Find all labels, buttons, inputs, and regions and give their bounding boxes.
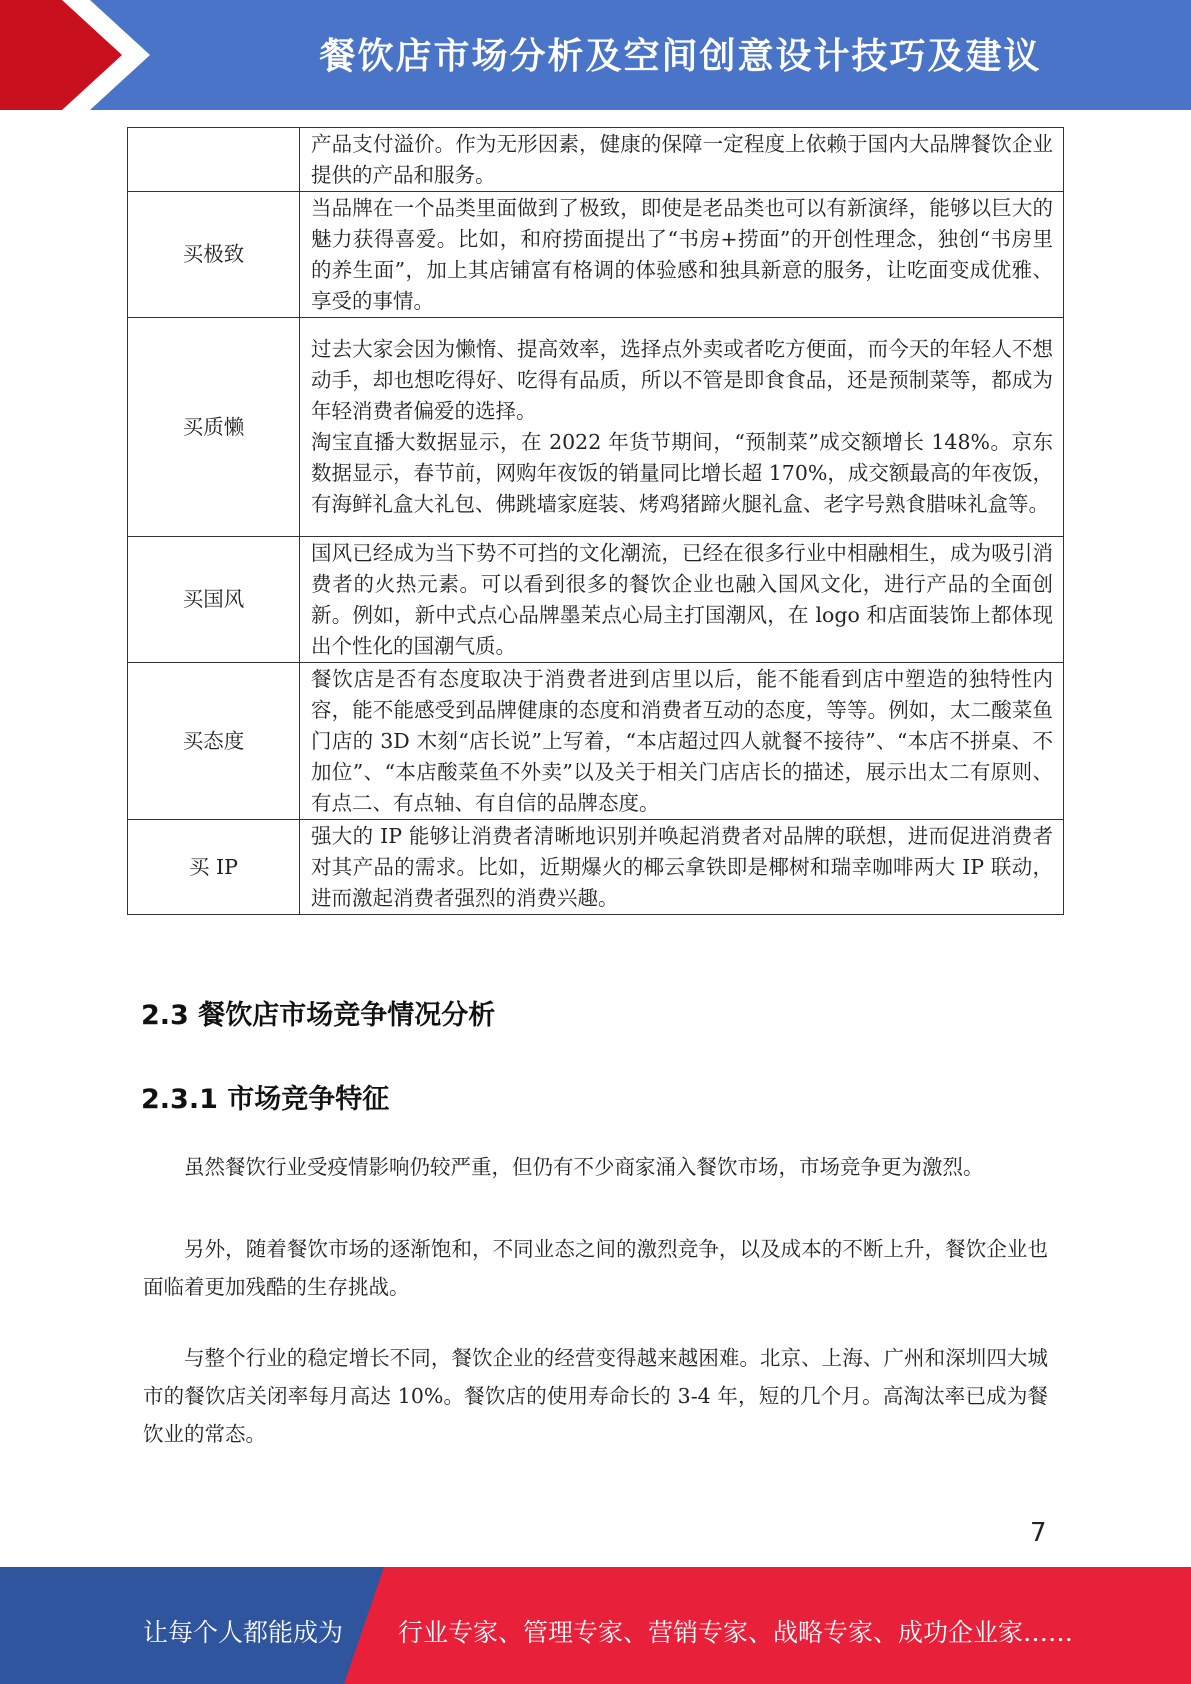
table-row [128, 820, 1064, 915]
row-content-paragraph: 过去大家会因为懒惰、提高效率，选择点外卖或者吃方便面，而今天的年轻人不想动手，却也想吃得好、吃得有品质，所以不管是即食食品，还是预制菜等，都成为年轻消费者偏爱的选择。 [311, 337, 1053, 423]
body-paragraph: 虽然餐饮行业受疫情影响仍较严重，但仍有不少商家涌入餐饮市场，市场竞争更为激烈。 [184, 1155, 984, 1179]
row-content [300, 663, 1064, 820]
row-content-paragraph: 产品支付溢价。作为无形因素，健康的保障一定程度上依赖于国内大品牌餐饮企业提供的产品和服务。 [311, 131, 1053, 187]
header-title: 餐饮店市场分析及空间创意设计技巧及建议 [319, 36, 1042, 77]
row-label: 买 IP [128, 820, 300, 915]
row-label: 买国风 [128, 537, 300, 663]
section-heading: 2.3 餐饮店市场竞争情况分析 [141, 1000, 496, 1031]
row-content-paragraph: 国风已经成为当下势不可挡的文化潮流，已经在很多行业中相融相生，成为吸引消费者的火热元素。可以看到很多的餐饮企业也融入国风文化，进行产品的全面创新。例如，新中式点心品牌墨茉点心局主打国潮风，在 logo 和店面装饰上都体现出个性化的国潮气质。 [311, 540, 1053, 658]
footer-slogan-right: 行业专家、管理专家、营销专家、战略专家、成功企业家…… [398, 1618, 1074, 1647]
footer-slogan-left: 让每个人都能成为 [143, 1618, 344, 1647]
row-label [128, 128, 300, 192]
row-content [300, 128, 1064, 192]
row-content [300, 318, 1064, 537]
row-label: 买态度 [128, 663, 300, 820]
row-content [300, 537, 1064, 663]
page-header [0, 0, 1191, 110]
body-paragraph: 另外，随着餐饮市场的逐渐饱和，不同业态之间的激烈竞争，以及成本的不断上升，餐饮企业也面临着更加残酷的生存挑战。 [143, 1237, 1048, 1299]
page-number: 7 [1030, 1518, 1047, 1548]
table-row [128, 128, 1064, 192]
table-row [128, 663, 1064, 820]
row-content-paragraph: 强大的 IP 能够让消费者清晰地识别并唤起消费者对品牌的联想，进而促进消费者对其产品的需求。比如，近期爆火的椰云拿铁即是椰树和瑞幸咖啡两大 IP 联动，进而激起消费者强烈的消费兴趣。 [311, 823, 1053, 910]
row-content [300, 192, 1064, 318]
row-content-paragraph: 淘宝直播大数据显示，在 2022 年货节期间，“预制菜”成交额增长 148%。京东数据显示，春节前，网购年夜饭的销量同比增长超 170%，成交额最高的年夜饭，有海鲜礼盒大礼包、佛跳墙家庭装、烤鸡猪蹄火腿礼盒、老字号熟食腊味礼盒等。 [311, 430, 1053, 516]
row-label: 买质懒 [128, 318, 300, 537]
row-content-paragraph: 餐饮店是否有态度取决于消费者进到店里以后，能不能看到店中塑造的独特性内容，能不能感受到品牌健康的态度和消费者互动的态度，等等。例如，太二酸菜鱼门店的 3D 木刻“店长说”上写着，“本店超过四人就餐不接待”、“本店不拼桌、不加位”、“本店酸菜鱼不外卖”以及关于相关门店店长的描述，展示出太二有原则、有点二、有点轴、有自信的品牌态度。 [311, 666, 1053, 815]
page-footer [0, 1567, 1191, 1684]
row-content-paragraph: 当品牌在一个品类里面做到了极致，即使是老品类也可以有新演绎，能够以巨大的魅力获得喜爱。比如，和府捞面提出了“书房+捞面”的开创性理念，独创“书房里的养生面”，加上其店铺富有格调的体验感和独具新意的服务，让吃面变成优雅、享受的事情。 [311, 195, 1053, 313]
row-content [300, 820, 1064, 915]
consumer-trend-table [127, 127, 1064, 915]
row-label: 买极致 [128, 192, 300, 318]
body-paragraph: 与整个行业的稳定增长不同，餐饮企业的经营变得越来越困难。北京、上海、广州和深圳四大城市的餐饮店关闭率每月高达 10%。餐饮店的使用寿命长的 3-4 年，短的几个月。高淘汰率已成为餐饮业的常态。 [143, 1346, 1048, 1446]
subsection-heading: 2.3.1 市场竞争特征 [141, 1084, 390, 1115]
table-row [128, 537, 1064, 663]
table-row [128, 192, 1064, 318]
table-row [128, 318, 1064, 537]
